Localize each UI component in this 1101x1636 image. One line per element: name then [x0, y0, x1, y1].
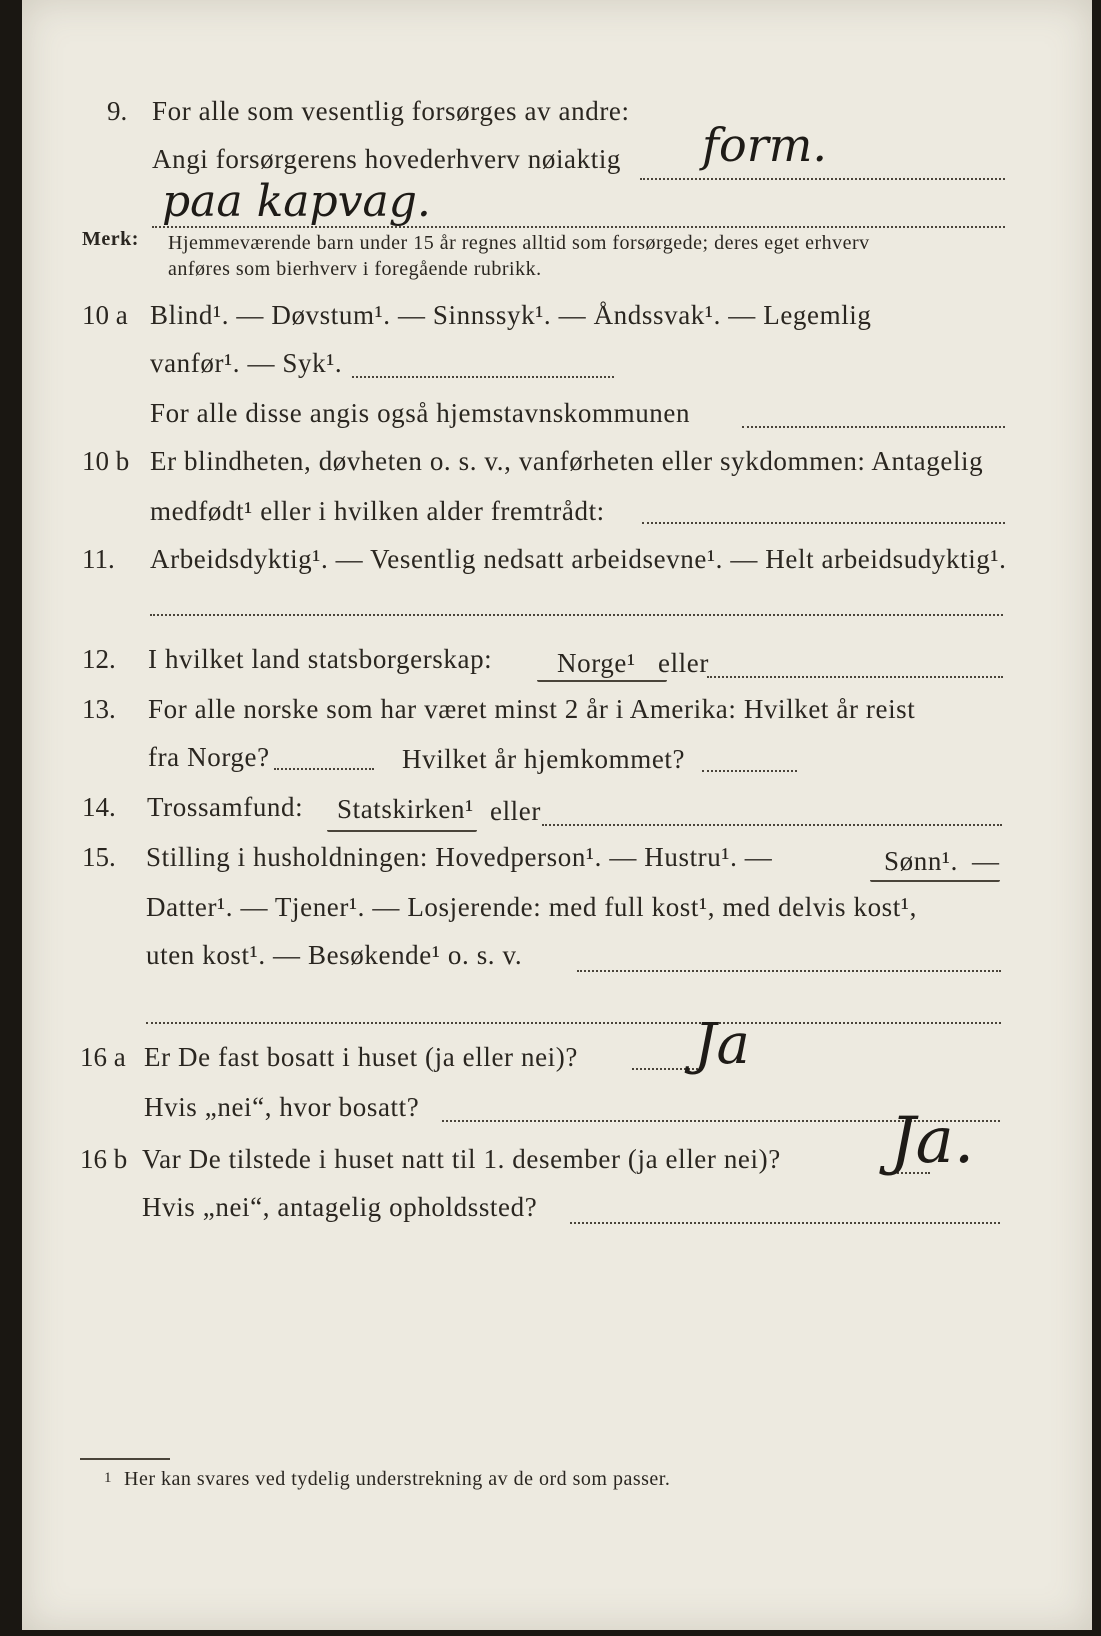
q13-number: 13. [82, 694, 116, 724]
q9-line2: Angi forsørgerens hovederhverv nøiaktig [152, 144, 622, 174]
census-form-page [22, 0, 1092, 1630]
q16a-number: 16 a [80, 1042, 126, 1072]
q10b-line1: Er blindheten, døvheten o. s. v., vanførheten eller sykdommen: Antagelig [150, 446, 984, 476]
q9-answer-line-1 [640, 178, 1005, 180]
q14-answer-statskirken: Statskirken¹ [337, 794, 474, 824]
q12-number: 12. [82, 644, 116, 674]
q13-line2a: fra Norge? [148, 742, 270, 772]
q14-number: 14. [82, 792, 116, 822]
q16b-line1: Var De tilstede i huset natt til 1. desember (ja eller nei)? [142, 1144, 781, 1174]
q10a-answer-line [352, 376, 614, 378]
q15-answer-line-2 [146, 1022, 1001, 1024]
q10a-line2: vanfør¹. — Syk¹. [150, 348, 343, 378]
q10b-answer-line [642, 522, 1005, 524]
q14-answer-line [542, 824, 1002, 826]
q10a-hjemstavn-line [742, 426, 1005, 428]
q16a-line1: Er De fast bosatt i huset (ja eller nei)? [144, 1042, 578, 1072]
q15-sonn-underline [870, 880, 1000, 882]
q11-number: 11. [82, 544, 115, 574]
q14-statskirken-underline [327, 830, 477, 832]
q10b-number: 10 b [82, 446, 130, 476]
q16a-answer-line [632, 1068, 702, 1070]
q11-line1: Arbeidsdyktig¹. — Vesentlig nedsatt arbeidsevne¹. — Helt arbeidsudyktig¹. [150, 544, 1007, 574]
q9-line1: For alle som vesentlig forsørges av andre: [152, 96, 630, 126]
q16a-handwritten-answer: Ja [694, 1012, 750, 1077]
note-label: Merk: [82, 228, 139, 250]
q16b-line2: Hvis „nei“, antagelig opholdssted? [142, 1192, 538, 1222]
q13-line2b: Hvilket år hjemkommet? [402, 744, 686, 774]
q16b-number: 16 b [80, 1144, 128, 1174]
q14-prefix: Trossamfund: [147, 792, 304, 822]
q10a-line1: Blind¹. — Døvstum¹. — Sinnssyk¹. — Åndssvak¹. — Legemlig [150, 300, 872, 330]
q15-answer-line-1 [577, 970, 1001, 972]
q12-answer-norge: Norge¹ [557, 648, 636, 678]
q13-line1: For alle norske som har været minst 2 år i Amerika: Hvilket år reist [148, 694, 916, 724]
q9-handwritten-answer-b: paa kapvag. [162, 176, 431, 227]
q16b-opholdssted-line [570, 1222, 1000, 1224]
q12-suffix: eller [658, 648, 709, 678]
q12-prefix: I hvilket land statsborgerskap: [148, 644, 493, 674]
note-line2: anføres som bierhverv i foregående rubrikk. [168, 258, 542, 280]
footnote-mark: 1 [104, 1470, 112, 1486]
q12-norge-underline [537, 680, 667, 682]
q15-number: 15. [82, 842, 116, 872]
q15-line2: Datter¹. — Tjener¹. — Losjerende: med full kost¹, med delvis kost¹, [146, 892, 917, 922]
note-line1: Hjemmeværende barn under 15 år regnes alltid som forsørgede; deres eget erhverv [168, 232, 870, 254]
q10b-line2: medfødt¹ eller i hvilken alder fremtrådt: [150, 496, 605, 526]
q11-answer-line [150, 614, 1003, 616]
q9-number: 9. [107, 96, 128, 126]
footnote-text: Her kan svares ved tydelig understrekning av de ord som passer. [124, 1468, 671, 1490]
q16b-handwritten-answer: Ja. [890, 1104, 975, 1178]
footnote-rule [80, 1458, 170, 1460]
q10a-line3: For alle disse angis også hjemstavnskommunen [150, 398, 691, 428]
q15-answer-sonn: Sønn¹. [884, 846, 958, 876]
q15-line1-suffix: — [972, 846, 1000, 876]
q14-suffix: eller [490, 796, 541, 826]
q9-handwritten-answer-a: form. [702, 118, 827, 172]
q16a-line2: Hvis „nei“, hvor bosatt? [144, 1092, 420, 1122]
q15-line1-prefix: Stilling i husholdningen: Hovedperson¹. — Hustru¹. — [146, 842, 773, 872]
q12-answer-line [707, 676, 1003, 678]
q15-line3: uten kost¹. — Besøkende¹ o. s. v. [146, 940, 523, 970]
q13-hjemkommet-line [702, 770, 797, 772]
q13-reist-line [274, 768, 374, 770]
q10a-number: 10 a [82, 300, 128, 330]
